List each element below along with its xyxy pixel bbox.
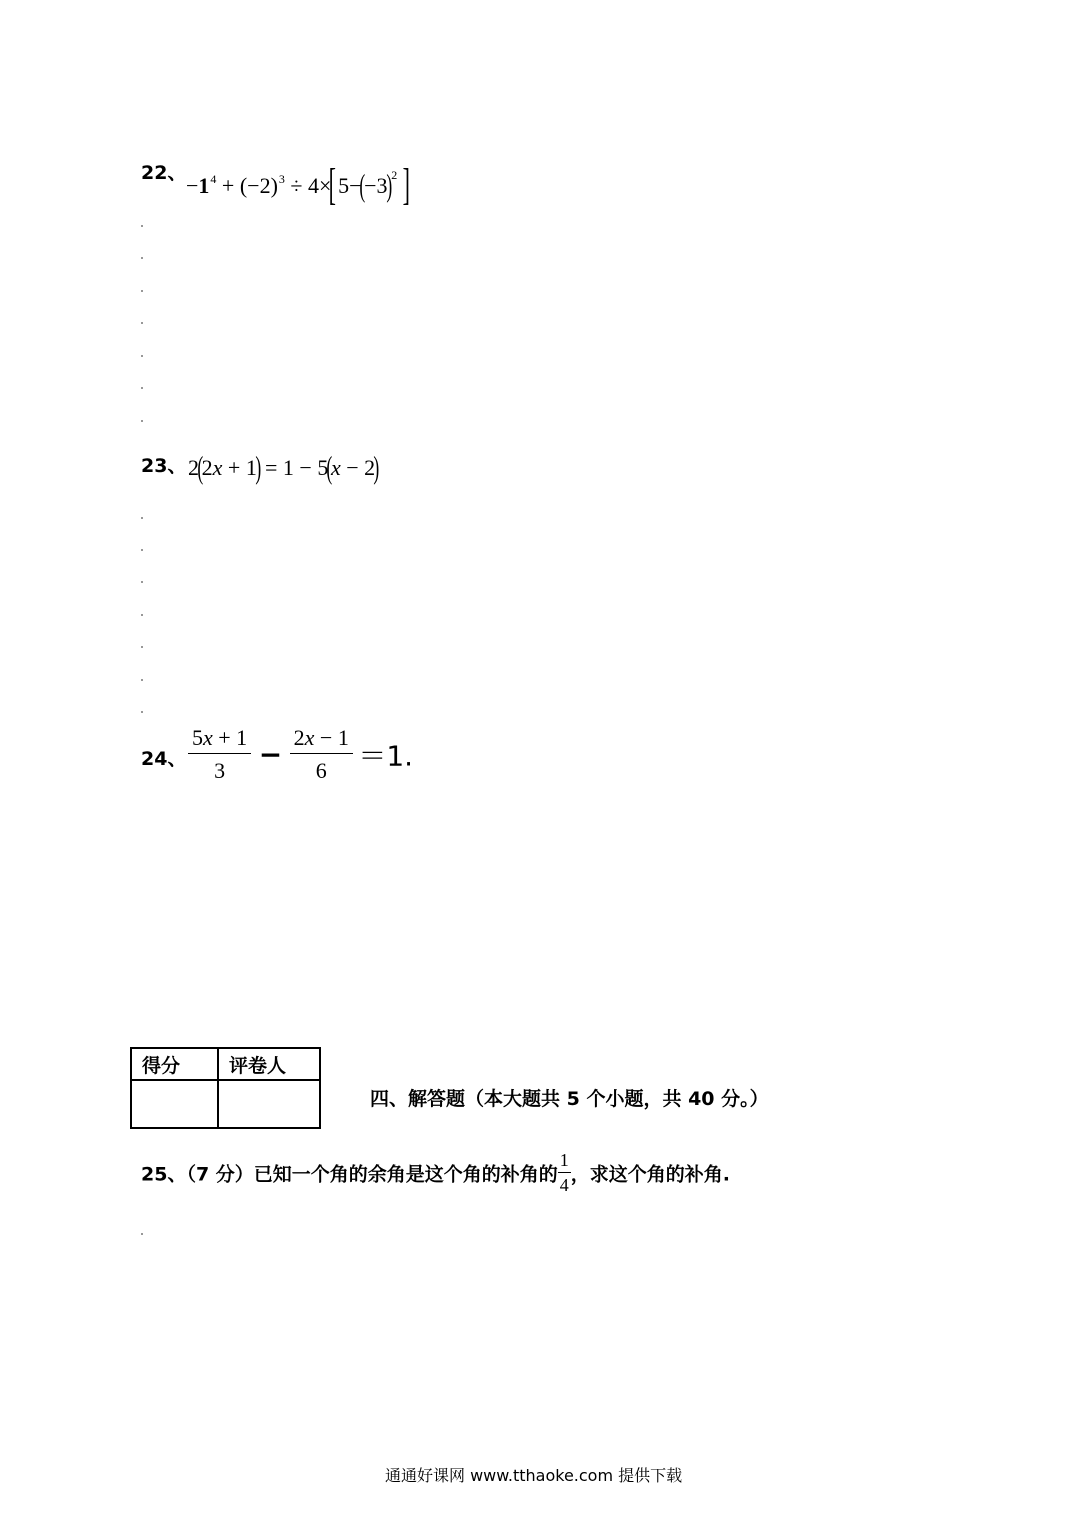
q23-coef: 2: [188, 455, 199, 480]
q25-text-before: 25、（7 分）已知一个角的余角是这个角的补角的: [141, 1163, 558, 1186]
question-23-number: 23、: [141, 455, 187, 477]
q24-frac2-denominator: 6: [315, 758, 327, 783]
grader-header: 评卷人: [218, 1048, 320, 1080]
q25-text-after: ，求这个角的补角.: [570, 1163, 730, 1186]
blank-line-marker: [141, 517, 143, 519]
footer-text: 通通好课网 www.tthaoke.com 提供下载: [385, 1466, 683, 1485]
blank-line-marker: [141, 549, 143, 551]
q23-lparen-2: (: [326, 449, 333, 485]
q23-minus-two: − 2: [340, 455, 376, 480]
q23-two: 2: [201, 455, 213, 480]
q22-plus: +: [221, 173, 235, 198]
q24-minus: −: [258, 738, 283, 771]
blank-line-marker: [141, 225, 143, 227]
q22-minus: −: [186, 173, 199, 198]
blank-line-marker: [141, 387, 143, 389]
blank-line-marker: [141, 257, 143, 259]
q23-lparen-1: (: [197, 449, 204, 485]
q22-four: 4: [307, 173, 319, 198]
q22-base1: 1: [198, 173, 210, 198]
score-cell: [131, 1080, 218, 1128]
q22-times: ×: [318, 173, 332, 198]
q22-exp1: 4: [210, 172, 217, 186]
blank-line-marker: [141, 1233, 143, 1235]
q22-neg3: −3: [364, 173, 388, 198]
q24-frac1-denominator: 3: [214, 758, 226, 783]
question-22-number: 22、: [141, 162, 187, 184]
q22-rparen: ): [385, 167, 392, 203]
blank-line-marker: [141, 711, 143, 713]
blank-line-marker: [141, 581, 143, 583]
blank-line-marker: [141, 355, 143, 357]
q22-term2: (−2): [239, 173, 278, 198]
score-header: 得分: [131, 1048, 218, 1080]
blank-line-marker: [141, 420, 143, 422]
blank-line-marker: [141, 614, 143, 616]
q22-lparen: (: [359, 167, 366, 203]
question-22-expression: [186, 153, 411, 209]
q22-div: ÷: [290, 173, 303, 198]
score-table: [130, 1047, 321, 1129]
q22-exp2: 3: [278, 172, 285, 186]
q25-fraction: [558, 1150, 571, 1196]
q23-var-x-1: x: [212, 455, 223, 480]
q23-rparen-1: ): [255, 449, 262, 485]
question-24-number: 24、: [141, 748, 187, 770]
q24-rhs: ＝1.: [358, 739, 414, 773]
q23-rparen-2: ): [373, 449, 380, 485]
q23-var-x-2: x: [330, 455, 341, 480]
q23-equals: = 1 − 5: [259, 455, 329, 480]
question-25: [141, 1150, 730, 1196]
question-24-expression: [188, 725, 413, 784]
q24-frac2-numerator: 2x − 1: [290, 725, 353, 754]
section-4-title: 四、解答题（本大题共 5 个小题，共 40 分。）: [370, 1088, 769, 1110]
blank-line-marker: [141, 679, 143, 681]
q25-frac-numerator: 1: [558, 1150, 571, 1173]
blank-line-marker: [141, 322, 143, 324]
q22-five: 5: [338, 173, 350, 198]
question-23-expression: [188, 446, 378, 483]
q24-fraction-1: [188, 725, 251, 784]
grader-cell: [218, 1080, 320, 1128]
q22-exp3: 2: [391, 168, 398, 182]
q24-frac1-numerator: 5x + 1: [188, 725, 251, 754]
q23-plus-one: + 1: [222, 455, 257, 480]
q22-left-bracket: [: [329, 160, 337, 209]
blank-line-marker: [141, 646, 143, 648]
q25-frac-denominator: 4: [559, 1175, 569, 1195]
q22-minus2: −: [349, 173, 362, 198]
q24-fraction-2: [290, 725, 353, 784]
blank-line-marker: [141, 290, 143, 292]
q22-right-bracket: ]: [402, 160, 411, 209]
